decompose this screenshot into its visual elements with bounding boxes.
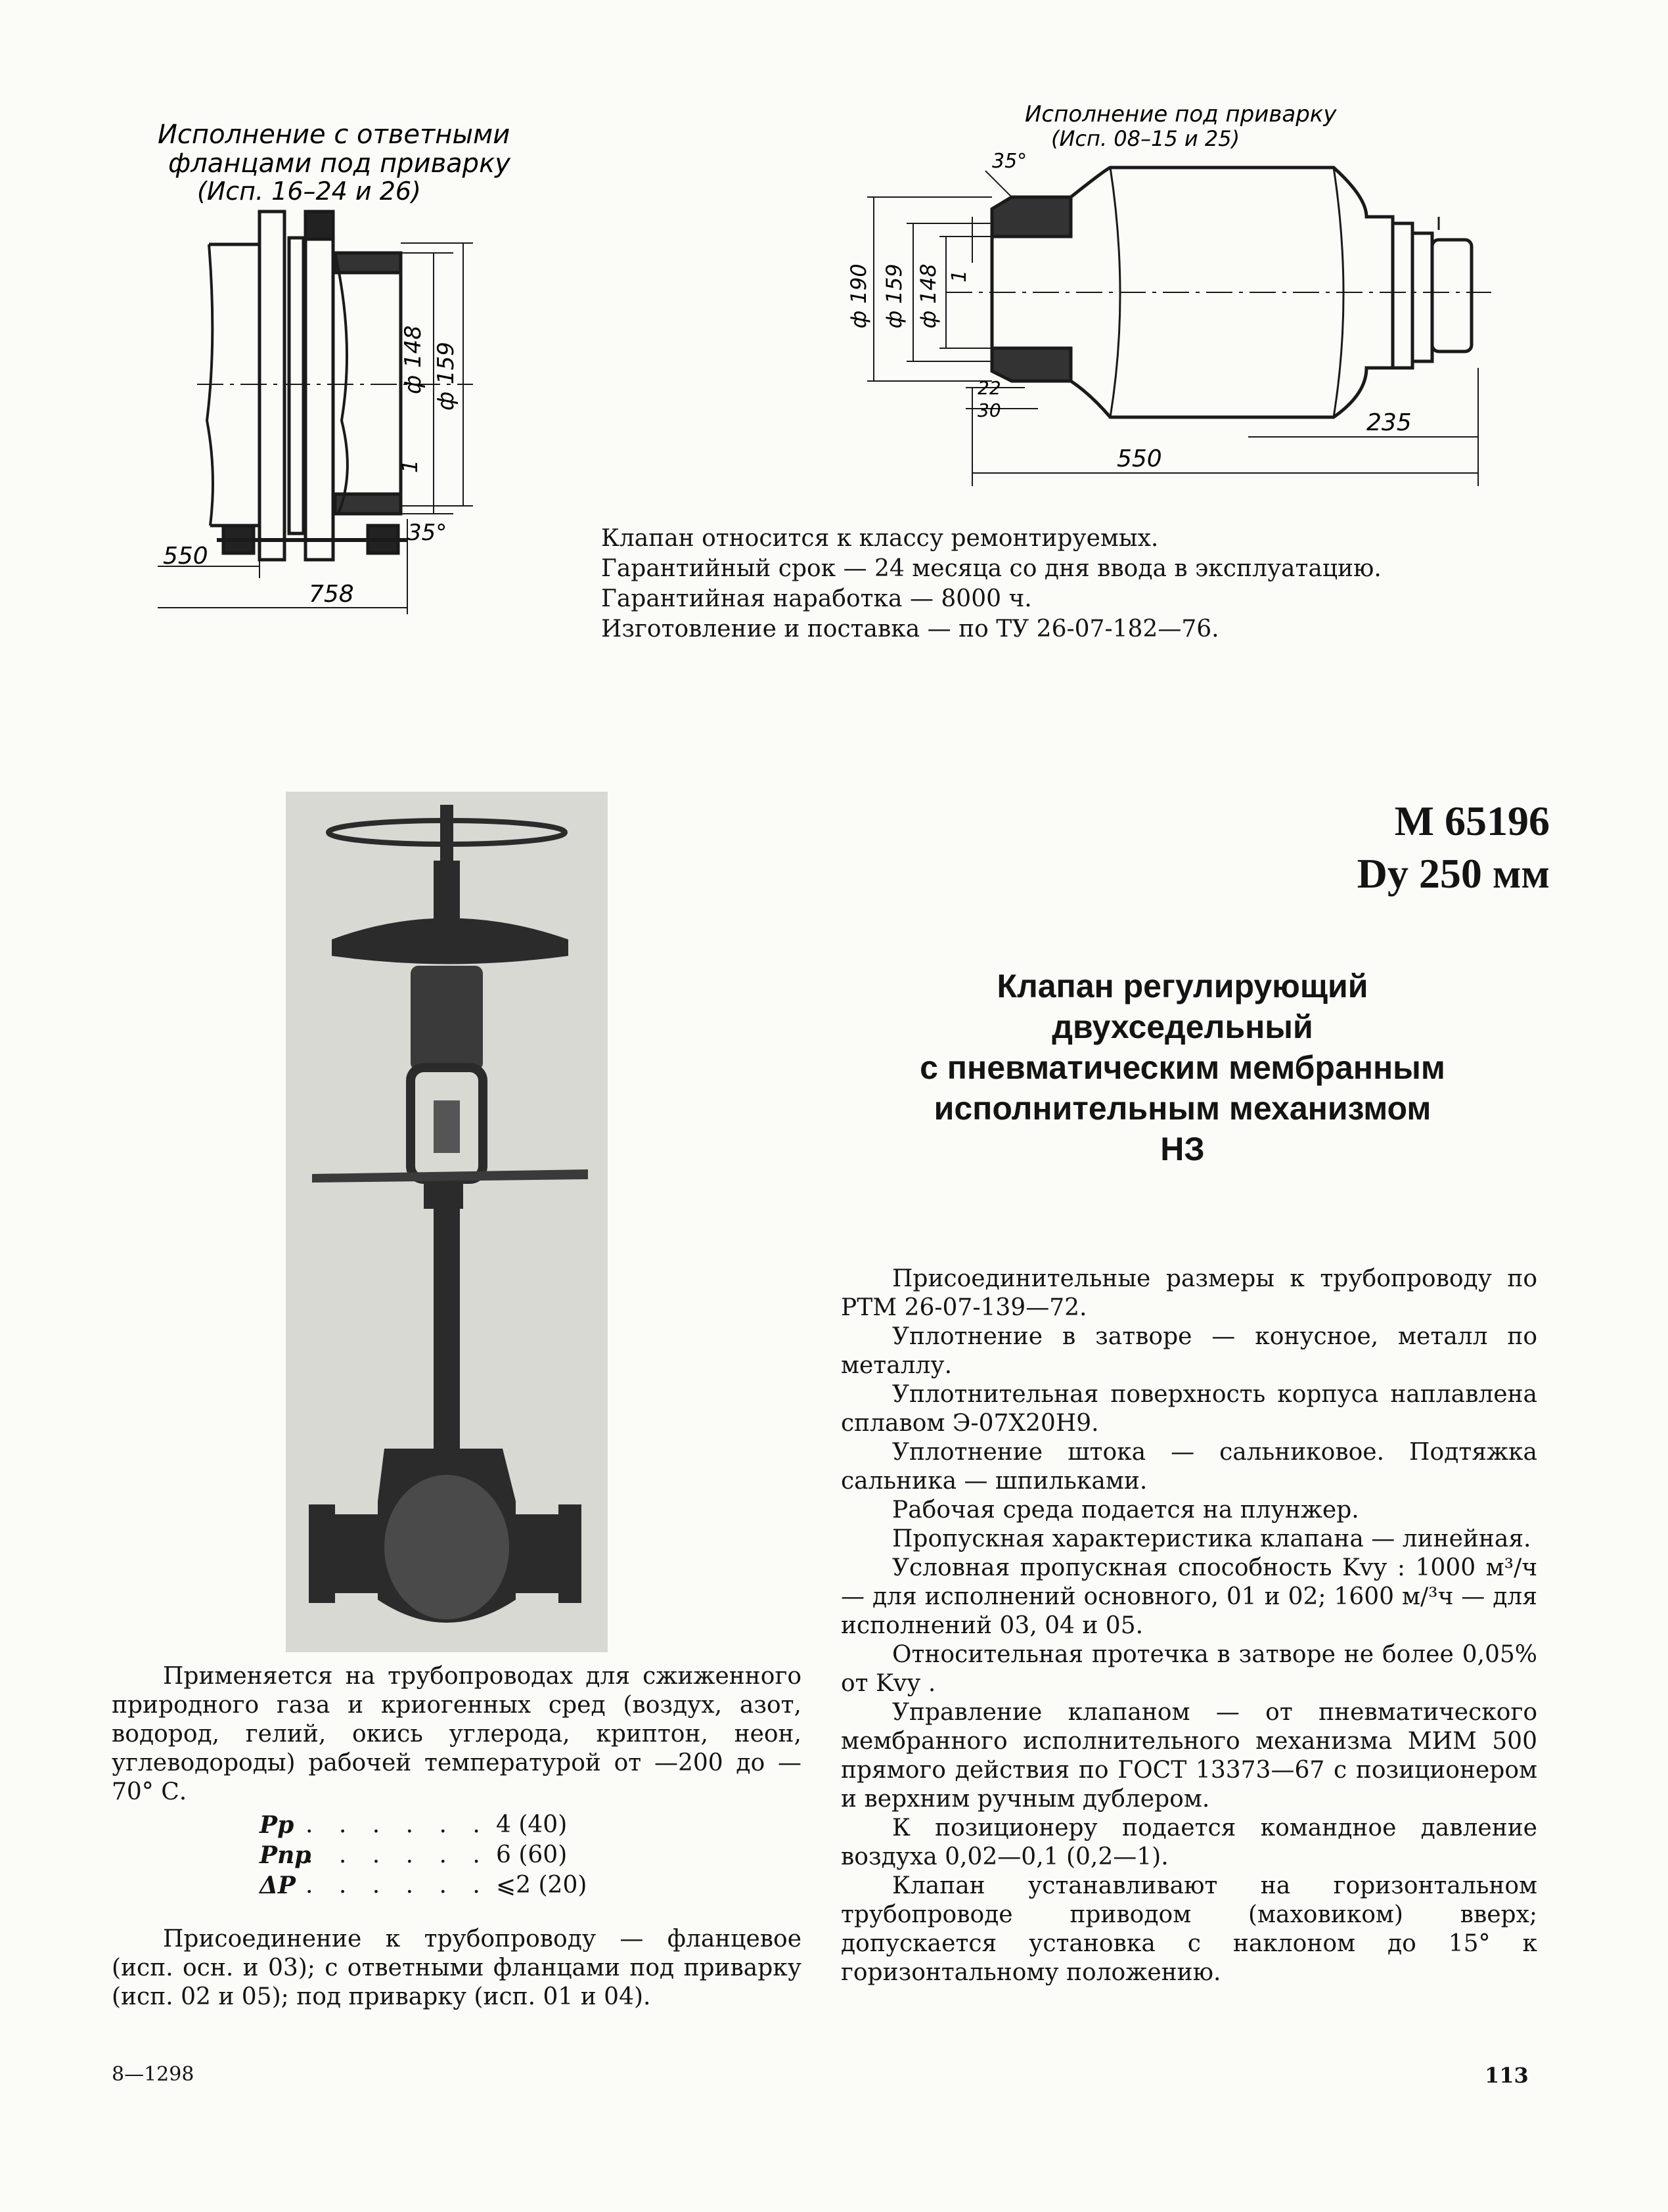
spec-paragraph: Присоединительные размеры к трубопроводу по РТМ 26-07-139—72. (841, 1265, 1537, 1321)
pressure-row (259, 1840, 581, 1870)
drawing-flanged-weld-variant (131, 99, 552, 624)
weld-valve-outline (867, 168, 1491, 486)
page-number: 113 (1485, 2063, 1529, 2088)
dim-angle-left: 35° (407, 520, 447, 546)
dim-angle-right: 35° (992, 150, 1027, 173)
connection-paragraph (112, 1925, 801, 2012)
pressure-symbol: ΔP (259, 1872, 296, 1899)
dim-22: 22 (978, 377, 1001, 399)
valve-photo (286, 792, 608, 1652)
dim-550-left: 550 (163, 543, 208, 570)
dim-d148-left: ф 148 (400, 325, 426, 394)
title-code-block (1156, 795, 1550, 900)
title-line: двухседельный (1052, 1008, 1313, 1045)
pressure-value: ⩽2 (20) (496, 1872, 587, 1899)
caption-left (158, 120, 511, 206)
dim-30: 30 (978, 399, 1001, 421)
pressure-leader: . . . . . . (305, 1841, 489, 1868)
spec-paragraph: Уплотнительная поверхность корпуса наплавлена сплавом Э-07Х20Н9. (841, 1381, 1537, 1437)
application-text: Применяется на трубопроводах для сжиженного природного газа и криогенных сред (воздух, азот, водород, гелий, окись углерода, криптон, неон, углеводороды) рабочей температурой от —200 до —70° С. (112, 1663, 801, 1805)
pressure-leader: . . . . . . (305, 1811, 489, 1838)
pressure-symbol: Pпр (259, 1841, 311, 1869)
dim-d159-right: ф 159 (882, 263, 907, 328)
caption-right (1025, 101, 1337, 151)
title-line: Клапан регулирующий (997, 968, 1368, 1004)
note-line: Гарантийный срок — 24 месяца со дня ввода в эксплуатацию. (601, 555, 1382, 582)
pressure-value: 6 (60) (496, 1841, 568, 1868)
notes-block (601, 524, 1382, 644)
spec-paragraph: Уплотнение штока — сальниковое. Подтяжка сальника — шпильками. (841, 1439, 1537, 1495)
spec-paragraph: Относительная протечка в затворе не более 0,05% от Kvу . (841, 1641, 1537, 1697)
note-line: Клапан относится к классу ремонтируемых. (601, 525, 1159, 552)
caption-left-line1: Исполнение с ответными (158, 120, 510, 150)
spec-paragraph: Рабочая среда подается на плунжер. (892, 1497, 1359, 1524)
spec-paragraph: Уплотнение в затворе — конусное, металл по металлу. (841, 1323, 1537, 1379)
spec-paragraphs (841, 1265, 1537, 1987)
title-line: с пневматическим мембранным (920, 1049, 1445, 1086)
dim-one-left: 1 (397, 459, 422, 473)
dim-one-right: 1 (948, 269, 971, 282)
spec-paragraph: Управление клапаном — от пневматического мембранного исполнительного механизма МИМ 500 прямого действия по ГОСТ 13373—67 с позиционером и верхним ручным дублером. (841, 1699, 1537, 1813)
spec-paragraph: Клапан устанавливают на горизонтальном трубопроводе приводом (маховиком) вверх; допускается установка с наклоном до 15° к горизонтальному положению. (841, 1872, 1537, 1986)
pressure-symbol: Pр (259, 1811, 294, 1839)
model-number: М 65196 (1394, 798, 1550, 844)
dim-d190: ф 190 (846, 263, 871, 328)
title-line: НЗ (1160, 1131, 1205, 1167)
spec-paragraph: Пропускная характеристика клапана — линейная. (892, 1525, 1531, 1552)
dim-550-right: 550 (1117, 445, 1162, 472)
spec-paragraph: К позиционеру подается командное давление воздуха 0,02—0,1 (0,2—1). (841, 1815, 1537, 1870)
pressure-table (259, 1810, 587, 1901)
pressure-value: 4 (40) (496, 1811, 568, 1838)
footer-signature: 8—1298 (112, 2063, 194, 2086)
caption-left-line2: фланцами под приварку (168, 148, 510, 179)
drawing-weld-variant (821, 92, 1511, 486)
caption-right-line2: (Исп. 08–15 и 25) (1051, 126, 1240, 151)
connection-text: Присоединение к трубопроводу — фланцевое (исп. осн. и 03); с ответными фланцами под приварку (исп. 02 и 05); под приварку (исп. 01 и 04). (112, 1926, 801, 2010)
application-paragraph (112, 1662, 801, 1807)
dim-235: 235 (1366, 409, 1412, 436)
pressure-row (259, 1810, 581, 1840)
dim-758-left: 758 (309, 581, 354, 608)
nominal-diameter: Dу 250 мм (1357, 850, 1550, 897)
caption-left-line3: (Исп. 16–24 и 26) (197, 177, 421, 206)
pressure-row (259, 1870, 587, 1901)
dim-d148-right: ф 148 (916, 263, 941, 328)
title-line: исполнительным механизмом (934, 1090, 1431, 1127)
note-line: Изготовление и поставка — по ТУ 26-07-182—76. (601, 616, 1219, 643)
pressure-leader: . . . . . . (305, 1872, 489, 1899)
caption-right-line1: Исполнение под приварку (1025, 101, 1337, 127)
dim-d159-left: ф 159 (433, 342, 459, 411)
spec-paragraph: Условная пропускная способность Kvу : 1000 м³/ч — для исполнений основного, 01 и 02; 1600 м/³ч — для исполнений 03, 04 и 05. (841, 1554, 1537, 1639)
note-line: Гарантийная наработка — 8000 ч. (601, 585, 1032, 612)
page-title (854, 966, 1511, 1169)
